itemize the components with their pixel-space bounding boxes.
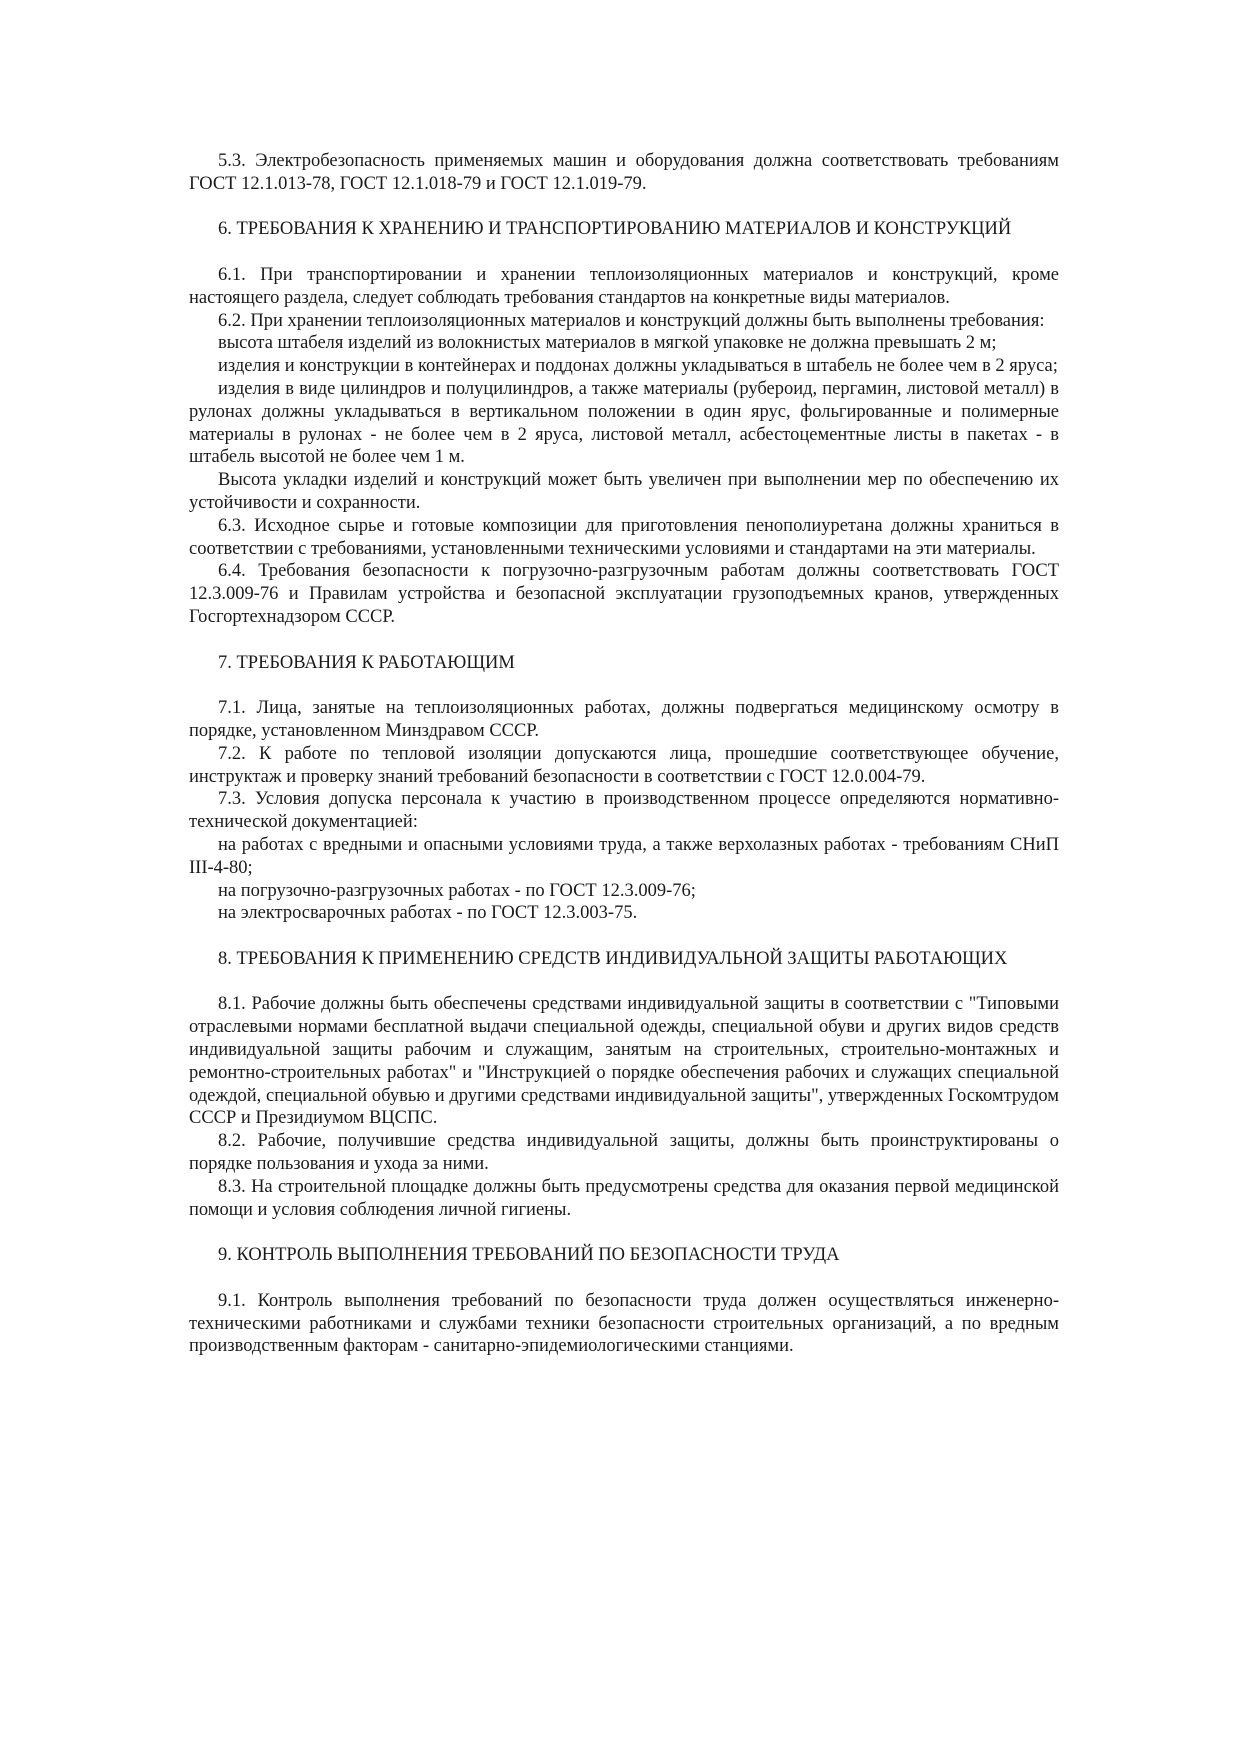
paragraph-5-3: 5.3. Электробезопасность применяемых машин и оборудования должна соответствовать требованиям ГОСТ 12.1.013-78, ГОСТ 12.1.018-79 и ГОСТ 12.1.019-79. (189, 151, 1059, 194)
list-item-loading-work: на погрузочно-разгрузочных работах - по ГОСТ 12.3.009-76; (218, 880, 696, 901)
list-item-stack-height: высота штабеля изделий из волокнистых материалов в мягкой упаковке не должна превышать 2 м; (218, 333, 997, 354)
list-item-welding-work: на электросварочных работах - по ГОСТ 12.3.003-75. (218, 903, 638, 924)
list-item-cylinders: изделия в виде цилиндров и полуцилиндров, а также материалы (рубероид, пергамин, листовой металл) в рулонах должны укладываться в вертикальном положении в один ярус, фольгированные и полимерные материалы в рулонах - не более чем в 2 яруса, листовой металл, асбестоцементные листы в пакетах - в штабель высотой не более чем 1 м. (189, 378, 1059, 468)
paragraph-stack-height-note: Высота укладки изделий и конструкций может быть увеличен при выполнении мер по обеспечению их устойчивости и сохранности. (189, 470, 1059, 513)
section-heading-6: 6. ТРЕБОВАНИЯ К ХРАНЕНИЮ И ТРАНСПОРТИРОВАНИЮ МАТЕРИАЛОВ И КОНСТРУКЦИЙ (218, 219, 1012, 240)
paragraph-6-1: 6.1. При транспортировании и хранении теплоизоляционных материалов и конструкций, кроме настоящего раздела, следует соблюдать требования стандартов на конкретные виды материалов. (189, 264, 1059, 308)
paragraph-8-1: 8.1. Рабочие должны быть обеспечены средствами индивидуальной защиты в соответствии с "Типовыми отраслевыми нормами бесплатной выдачи специальной одежды, специальной обуви и других видов средств индивидуальной защиты рабочим и служащим, занятым на строительных, строительно-монтажных и ремонтно-строительных работах" и "Инструкцией о порядке обеспечения рабочих и служащих специальной одеждой, специальной обувью и другими средствами индивидуальной защиты", утвержденных Госкомтрудом СССР и Президиумом ВЦСПС. (189, 994, 1059, 1129)
section-heading-7: 7. ТРЕБОВАНИЯ К РАБОТАЮЩИМ (218, 652, 515, 673)
document-page (189, 150, 1059, 1358)
list-item-hazardous-work: на работах с вредными и опасными условиями труда, а также верхолазных работах - требованиям СНиП III-4-80; (189, 834, 1059, 878)
paragraph-6-3: 6.3. Исходное сырье и готовые композиции для приготовления пенополиуретана должны храниться в соответствии с требованиями, установленными техническими условиями и стандартами на эти материалы. (189, 515, 1059, 559)
paragraph-9-1: 9.1. Контроль выполнения требований по безопасности труда должен осуществляться инженерно-техническими работниками и службами техники безопасности строительных организаций, а по вредным производственным факторам - санитарно-эпидемиологическими станциями. (189, 1290, 1059, 1357)
list-item-containers: изделия и конструкции в контейнерах и поддонах должны укладываться в штабель не более чем в 2 яруса; (218, 356, 1058, 377)
paragraph-7-2: 7.2. К работе по тепловой изоляции допускаются лица, прошедшие соответствующее обучение, инструктаж и проверку знаний требований безопасности в соответствии с ГОСТ 12.0.004-79. (189, 743, 1059, 787)
section-heading-8: 8. ТРЕБОВАНИЯ К ПРИМЕНЕНИЮ СРЕДСТВ ИНДИВИДУАЛЬНОЙ ЗАЩИТЫ РАБОТАЮЩИХ (218, 948, 1008, 969)
paragraph-6-4: 6.4. Требования безопасности к погрузочно-разгрузочным работам должны соответствовать ГОСТ 12.3.009-76 и Правилам устройства и безопасной эксплуатации грузоподъемных кранов, утвержденных Госгортехнадзором СССР. (189, 561, 1059, 627)
paragraph-8-3: 8.3. На строительной площадке должны быть предусмотрены средства для оказания первой медицинской помощи и условия соблюдения личной гигиены. (189, 1176, 1059, 1220)
section-heading-9: 9. КОНТРОЛЬ ВЫПОЛНЕНИЯ ТРЕБОВАНИЙ ПО БЕЗОПАСНОСТИ ТРУДА (218, 1245, 840, 1266)
paragraph-7-1: 7.1. Лица, занятые на теплоизоляционных работах, должны подвергаться медицинскому осмотру в порядке, установленном Минздравом СССР. (189, 698, 1059, 741)
paragraph-6-2: 6.2. При хранении теплоизоляционных материалов и конструкций должны быть выполнены требования: (218, 310, 1045, 331)
paragraph-7-3: 7.3. Условия допуска персонала к участию в производственном процессе определяются нормативно-технической документацией: (189, 789, 1059, 833)
paragraph-8-2: 8.2. Рабочие, получившие средства индивидуальной защиты, должны быть проинструктированы о порядке пользования и ухода за ними. (189, 1131, 1059, 1175)
